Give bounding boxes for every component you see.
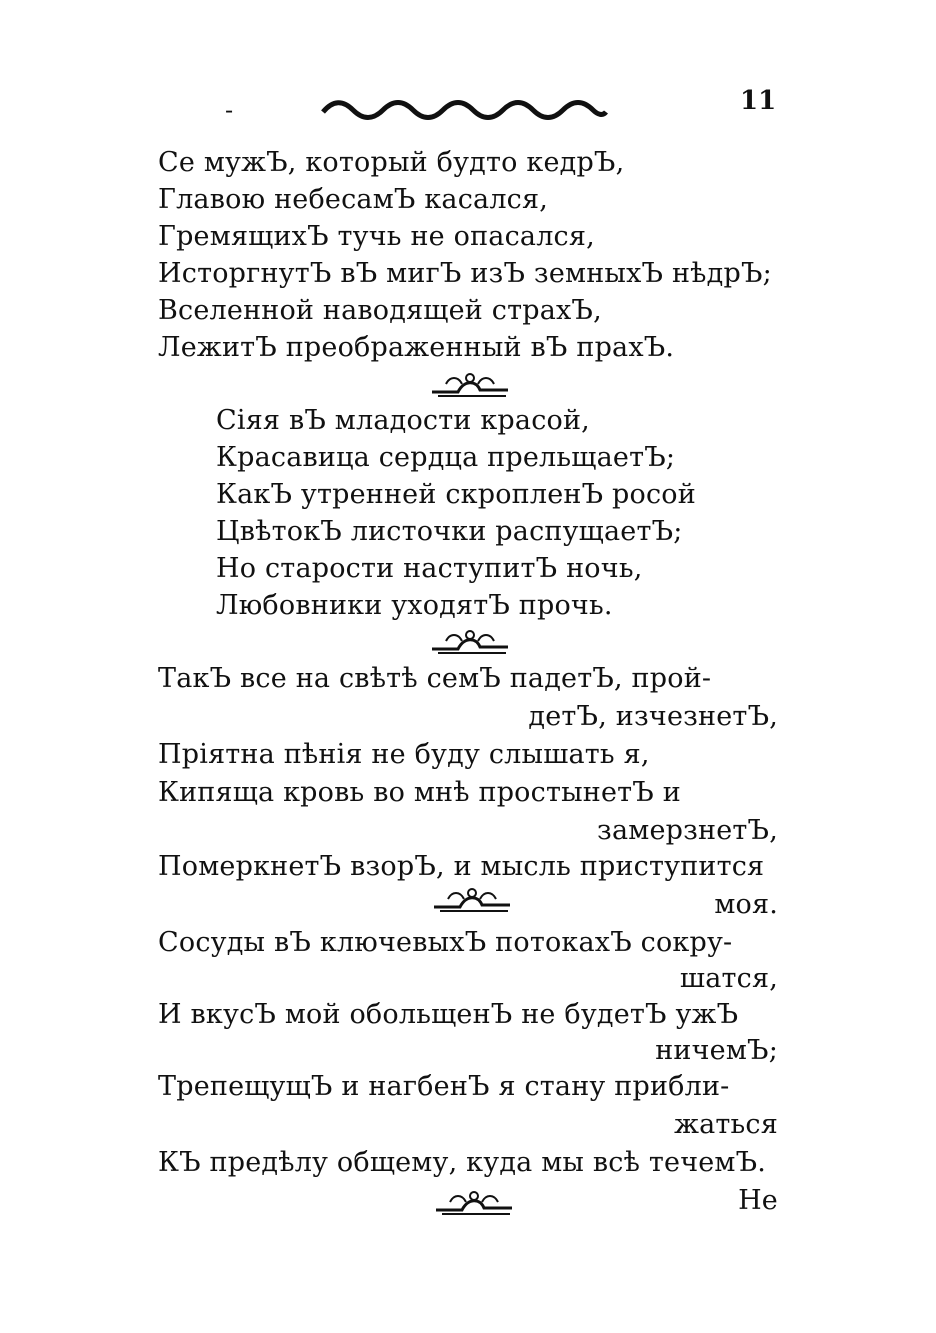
- headband-ornament: [318, 98, 608, 122]
- verse-line: Сiяя вЪ младости красой,: [216, 405, 590, 436]
- verse-line: ПомеркнетЪ взорЪ, и мысль приступится: [158, 851, 765, 882]
- floral-ornament: [432, 1188, 516, 1218]
- verse-line: И вкусЪ мой обольщенЪ не будетЪ ужЪ: [158, 999, 739, 1030]
- verse-line-continuation: моя.: [714, 889, 778, 920]
- floral-ornament: [430, 885, 514, 915]
- verse-line: Любовники уходятЪ прочь.: [216, 590, 613, 621]
- verse-line: Кипяща кровь во мнѣ простынетЪ и: [158, 777, 681, 808]
- verse-line-continuation: ничемЪ;: [655, 1035, 778, 1066]
- verse-line: ЦвѣтокЪ листочки распущаетЪ;: [216, 516, 683, 547]
- verse-line-continuation: детЪ, изчезнетЪ,: [528, 701, 778, 732]
- catchword: Не: [738, 1185, 778, 1216]
- verse-line-continuation: жаться: [674, 1109, 778, 1140]
- floral-ornament: [428, 627, 512, 657]
- verse-line: Красавица сердца прельщаетЪ;: [216, 442, 676, 473]
- verse-line: ИсторгнутЪ вЪ мигЪ изЪ земныхЪ нѣдрЪ;: [158, 258, 772, 289]
- verse-line: Се мужЪ, который будто кедрЪ,: [158, 147, 625, 178]
- verse-line-continuation: шатся,: [679, 963, 778, 994]
- page-number: 11: [740, 86, 777, 116]
- verse-line: ТакЪ все на свѣтѣ семЪ падетЪ, прой-: [158, 663, 712, 694]
- verse-line: КЪ предѣлу общему, куда мы всѣ течемЪ.: [158, 1147, 767, 1178]
- verse-line: Главою небесамЪ касался,: [158, 184, 549, 215]
- verse-line: ГремящихЪ тучь не опасался,: [158, 221, 595, 252]
- verse-line-continuation: замерзнетЪ,: [597, 815, 778, 846]
- verse-line: Но старости наступитЪ ночь,: [216, 553, 643, 584]
- verse-line: Прiятна пѣнiя не буду слышать я,: [158, 739, 650, 770]
- header-dash: -: [225, 96, 234, 124]
- verse-line: КакЪ утренней скропленЪ росой: [216, 479, 696, 510]
- verse-line: ЛежитЪ преображенный вЪ прахЪ.: [158, 332, 675, 363]
- verse-line: Сосуды вЪ ключевыхЪ потокахЪ сокру-: [158, 927, 733, 958]
- verse-line: ТрепещущЪ и нагбенЪ я стану прибли-: [158, 1071, 730, 1102]
- verse-line: Вселенной наводящей страхЪ,: [158, 295, 602, 326]
- floral-ornament: [428, 370, 512, 400]
